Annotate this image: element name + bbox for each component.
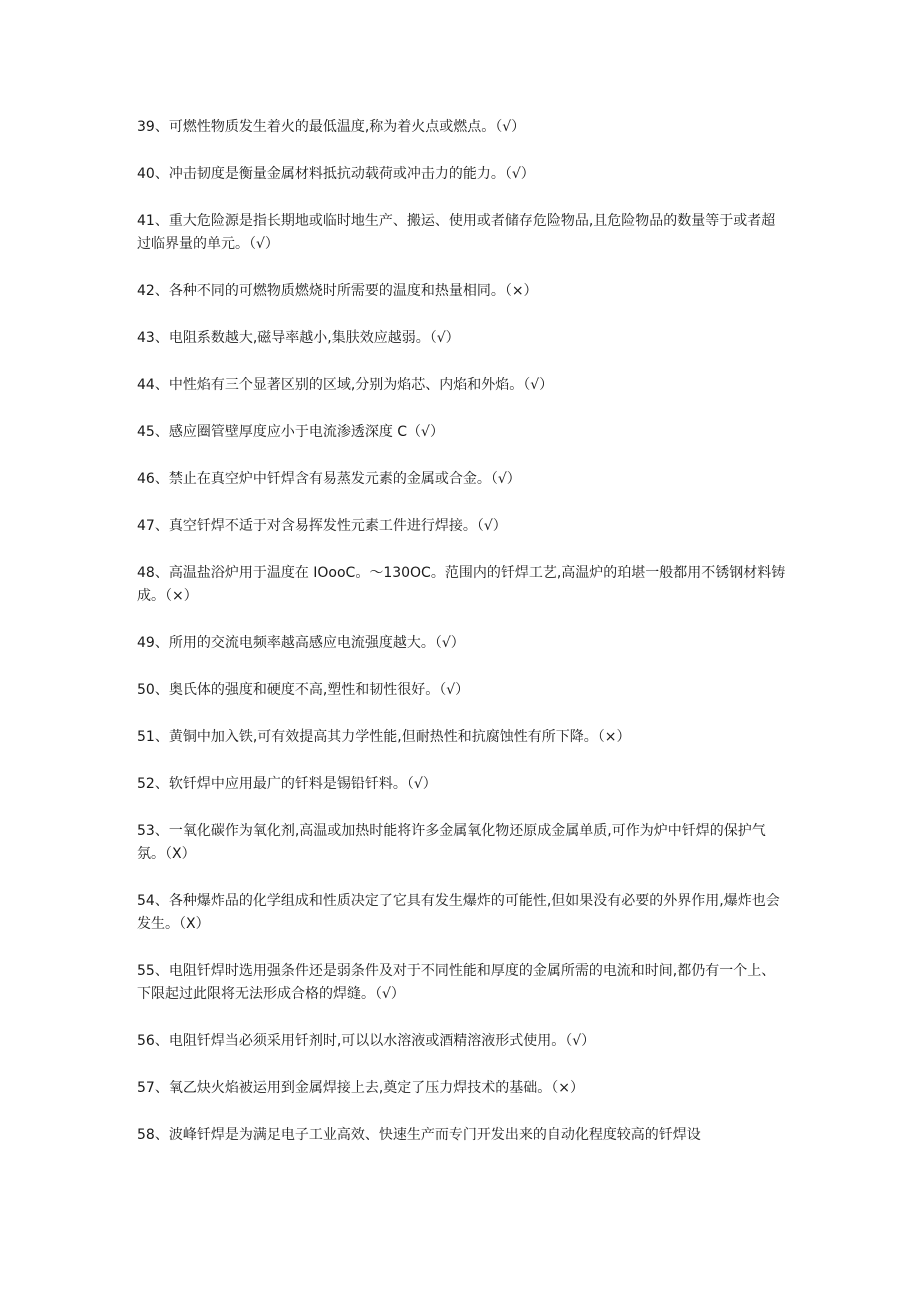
question-42: 42、各种不同的可燃物质燃烧时所需要的温度和热量相同。（×） (137, 283, 538, 299)
question-44: 44、中性焰有三个显著区别的区域,分别为焰芯、内焰和外焰。（√） (137, 377, 554, 393)
question-56: 56、电阻钎焊当必须采用钎剂时,可以以水溶液或酒精溶液形式使用。（√） (137, 1033, 596, 1049)
question-40: 40、冲击韧度是衡量金属材料抵抗动载荷或冲击力的能力。（√） (137, 166, 535, 182)
question-47: 47、真空钎焊不适于对含易挥发性元素工件进行焊接。（√） (137, 518, 507, 534)
question-53: 53、一氧化碳作为氧化剂,高温或加热时能将许多金属氧化物还原成金属单质,可作为炉中钎焊的保护气氛。（X） (137, 823, 766, 862)
question-54: 54、各种爆炸品的化学组成和性质决定了它具有发生爆炸的可能性,但如果没有必要的外界作用,爆炸也会发生。（X） (137, 893, 780, 932)
question-55: 55、电阻钎焊时选用强条件还是弱条件及对于不同性能和厚度的金属所需的电流和时间,都仍有一个上、下限起过此限将无法形成合格的焊缝。（√） (137, 963, 776, 1002)
question-50: 50、奥氏体的强度和硬度不高,塑性和韧性很好。（√） (137, 682, 470, 698)
question-43: 43、电阻系数越大,磁导率越小,集肤效应越弱。（√） (137, 330, 460, 346)
question-list (137, 116, 787, 1171)
question-51: 51、黄铜中加入铁,可有效提高其力学性能,但耐热性和抗腐蚀性有所下降。（×） (137, 729, 631, 745)
question-48: 48、高温盐浴炉用于温度在 IOooC。〜130OC。范围内的钎焊工艺,高温炉的珀堪一般都用不锈钢材料铸成。（×） (137, 565, 786, 604)
question-45: 45、感应圈管壁厚度应小于电流渗透深度 C（√） (137, 424, 444, 440)
question-58: 58、波峰钎焊是为满足电子工业高效、快速生产而专门开发出来的自动化程度较高的钎焊设 (137, 1127, 701, 1143)
question-57: 57、氧乙炔火焰被运用到金属焊接上去,奠定了压力焊技术的基础。（×） (137, 1080, 584, 1096)
question-49: 49、所用的交流电频率越高感应电流强度越大。（√） (137, 635, 465, 651)
question-41: 41、重大危险源是指长期地或临时地生产、搬运、使用或者储存危险物品,且危险物品的数量等于或者超过临界量的单元。（√） (137, 213, 776, 252)
question-46: 46、禁止在真空炉中钎焊含有易蒸发元素的金属或合金。（√） (137, 471, 521, 487)
question-39: 39、可燃性物质发生着火的最低温度,称为着火点或燃点。（√） (137, 119, 526, 135)
question-52: 52、软钎焊中应用最广的钎料是锡铅钎料。（√） (137, 776, 437, 792)
